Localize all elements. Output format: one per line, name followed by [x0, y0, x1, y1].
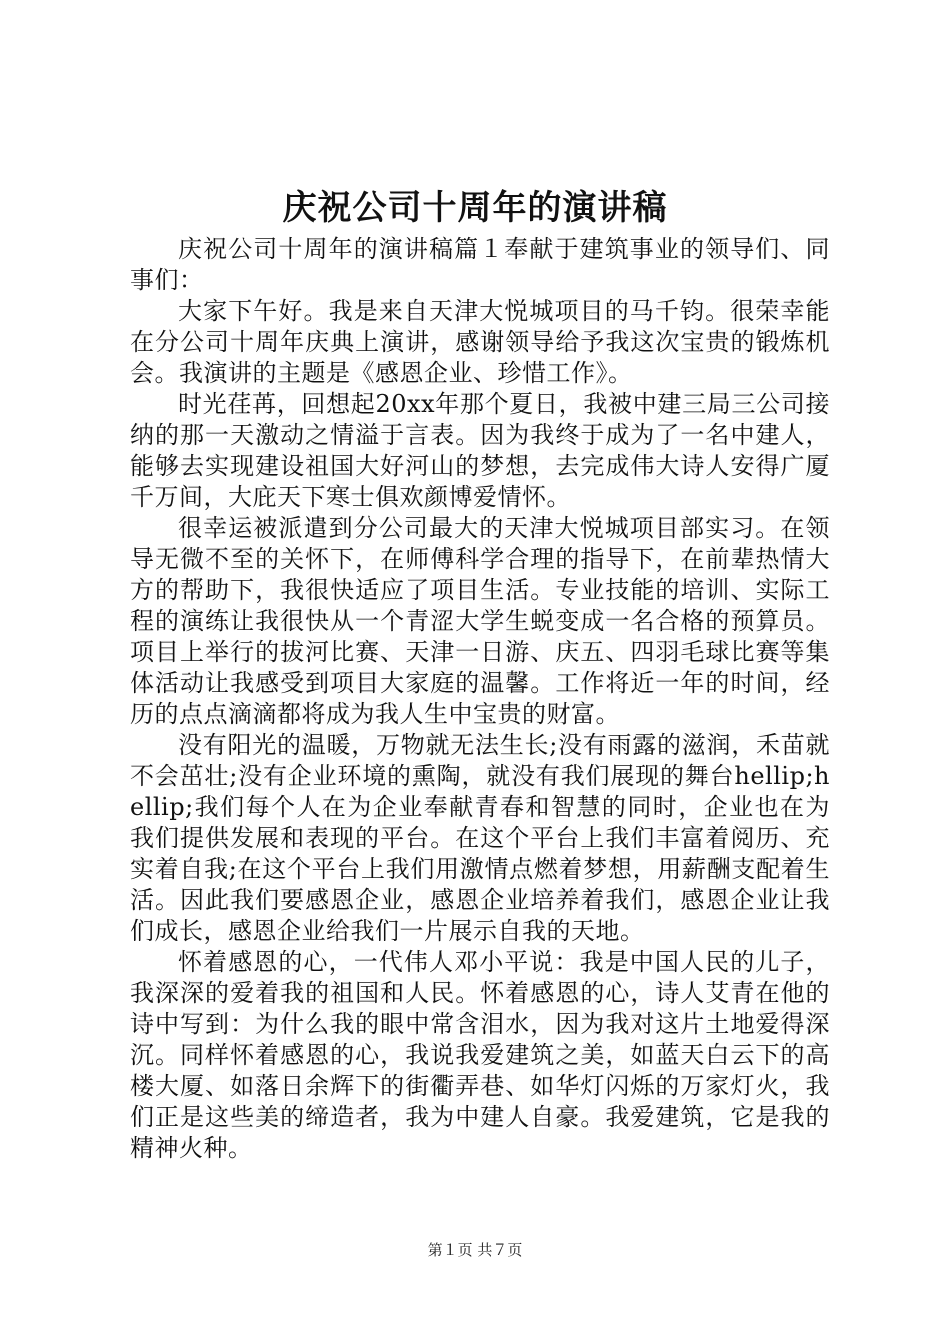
paragraph-2: 大家下午好。我是来自天津大悦城项目的马千钧。很荣幸能在分公司十周年庆典上演讲，感谢领导给予我这次宝贵的锻炼机会。我演讲的主题是《感恩企业、珍惜工作》。: [130, 297, 830, 387]
paragraph-3: 时光荏苒，回想起20xx年那个夏日，我被中建三局三公司接纳的那一天激动之情溢于言表。因为我终于成为了一名中建人，能够去实现建设祖国大好河山的梦想，去完成伟大诗人安得广厦千万间，大庇天下寒士俱欢颜博爱情怀。: [130, 390, 830, 511]
paragraph-6: 怀着感恩的心，一代伟人邓小平说：我是中国人民的儿子，我深深的爱着我的祖国和人民。怀着感恩的心，诗人艾青在他的诗中写到：为什么我的眼中常含泪水，因为我对这片土地爱得深沉。同样怀着感恩的心，我说我爱建筑之美，如蓝天白云下的高楼大厦、如落日余辉下的街衢弄巷、如华灯闪烁的万家灯火，我们正是这些美的缔造者，我为中建人自豪。我爱建筑，它是我的精神火种。: [130, 948, 830, 1162]
paragraph-1: 庆祝公司十周年的演讲稿篇１奉献于建筑事业的领导们、同事们：: [130, 235, 830, 294]
paragraph-4: 很幸运被派遣到分公司最大的天津大悦城项目部实习。在领导无微不至的关怀下，在师傅科学合理的指导下，在前辈热情大方的帮助下，我很快适应了项目生活。专业技能的培训、实际工程的演练让我很快从一个青涩大学生蜕变成一名合格的预算员。项目上举行的拔河比赛、天津一日游、庆五、四羽毛球比赛等集体活动让我感受到项目大家庭的温馨。工作将近一年的时间，经历的点点滴滴都将成为我人生中宝贵的财富。: [130, 514, 830, 728]
page-number-footer: 第１页 共７页: [427, 1241, 523, 1259]
document-title: 庆祝公司十周年的演讲稿: [282, 188, 668, 228]
paragraph-5: 没有阳光的温暖，万物就无法生长;没有雨露的滋润，禾苗就不会茁壮;没有企业环境的熏陶，就没有我们展现的舞台hellip;hellip;我们每个人在为企业奉献青春和智慧的同时，企业也在为我们提供发展和表现的平台。在这个平台上我们丰富着阅历、充实着自我;在这个平台上我们用激情点燃着梦想，用薪酬支配着生活。因此我们要感恩企业，感恩企业培养着我们，感恩企业让我们成长，感恩企业给我们一片展示自我的天地。: [130, 731, 830, 945]
document-body: [130, 234, 830, 1164]
